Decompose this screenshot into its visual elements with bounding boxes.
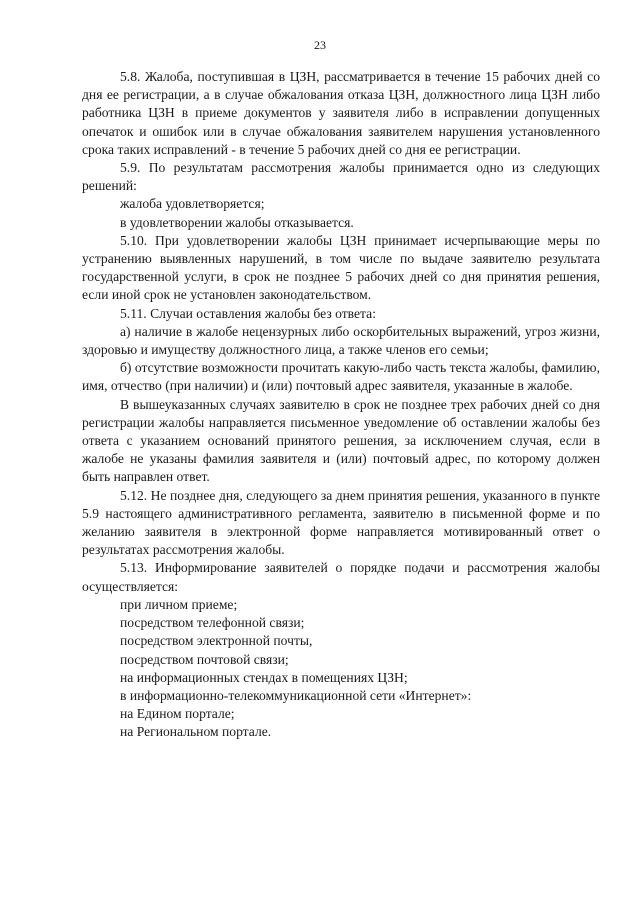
page-number: 23	[314, 38, 326, 52]
paragraph-5-12: 5.12. Не позднее дня, следующего за днем принятия решения, указанного в пункте 5.9 настоящего административного регламента, заявителю в письменной форме и по желанию заявителя в электронной форме направляется мотивированный ответ о результатах рассмотрения жалобы.	[82, 487, 600, 558]
channel-email: посредством электронной почты,	[120, 633, 313, 649]
decision-option-refused: в удовлетворении жалобы отказывается.	[120, 214, 354, 230]
paragraph-5-11-a: а) наличие в жалобе нецензурных либо оскорбительных выражений, угроз жизни, здоровью и имуществу должностного лица, а также членов его семьи;	[82, 323, 600, 358]
paragraph-notification: В вышеуказанных случаях заявителю в срок не позднее трех рабочих дней со дня регистрации жалобы направляется письменное уведомление об оставлении жалобы без ответа с указанием оснований принятого решения, за исключением случая, если в жалобе не указаны фамилия заявителя и (или) почтовый адрес, по которому должен быть направлен ответ.	[82, 396, 600, 485]
channel-post: посредством почтовой связи;	[120, 651, 289, 667]
channel-info-stands: на информационных стендах в помещениях ЦЗН;	[120, 669, 408, 685]
paragraph-5-10: 5.10. При удовлетворении жалобы ЦЗН принимает исчерпывающие меры по устранению выявленных нарушений, в том числе по выдаче заявителю результата государственной услуги, в срок не позднее 5 рабочих дней со дня принятия решения, если иной срок не установлен законодательством.	[82, 232, 600, 303]
channel-regional-portal: на Региональном портале.	[120, 724, 272, 740]
paragraph-5-8: 5.8. Жалоба, поступившая в ЦЗН, рассматривается в течение 15 рабочих дней со дня ее регистрации, а в случае обжалования отказа ЦЗН, должностного лица ЦЗН либо работника ЦЗН в приеме документов у заявителя либо в исправлении допущенных опечаток и ошибок или в случае обжалования заявителем нарушения установленного срока таких исправлений - в течение 5 рабочих дней со дня ее регистрации.	[82, 69, 600, 157]
paragraph-5-11: 5.11. Случаи оставления жалобы без ответа:	[120, 305, 376, 321]
channel-telephone: посредством телефонной связи;	[120, 615, 305, 631]
paragraph-5-11-b: б) отсутствие возможности прочитать какую-либо часть текста жалобы, фамилию, имя, отчество (при наличии) и (или) почтовый адрес заявителя, указанные в жалобе.	[82, 360, 600, 394]
document-body	[82, 68, 600, 742]
channel-unified-portal: на Едином портале;	[120, 706, 235, 722]
channel-internet: в информационно-телекоммуникационной сети «Интернет»:	[120, 687, 472, 703]
paragraph-5-13: 5.13. Информирование заявителей о порядке подачи и рассмотрения жалобы осуществляется:	[82, 560, 600, 594]
paragraph-5-9: 5.9. По результатам рассмотрения жалобы принимается одно из следующих решений:	[82, 160, 600, 194]
decision-option-satisfied: жалоба удовлетворяется;	[120, 196, 265, 212]
channel-personal-reception: при личном приеме;	[120, 596, 238, 612]
